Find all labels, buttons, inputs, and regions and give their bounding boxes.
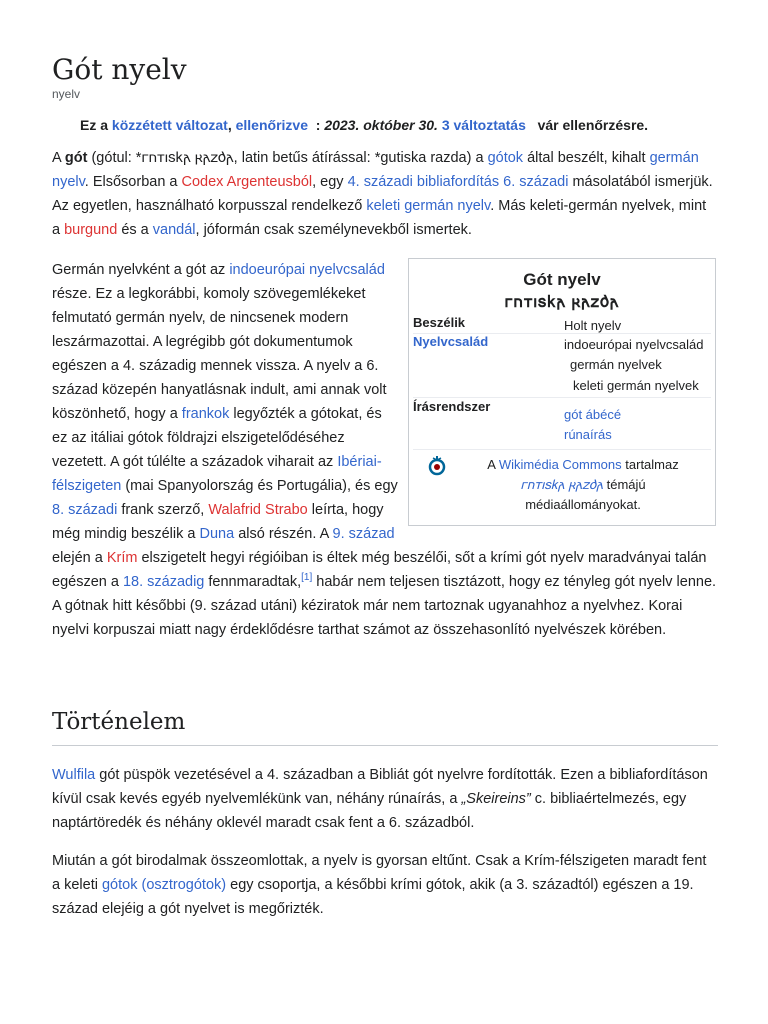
text: része. Ez a legkorábbi, komoly szövegemlékeket felmutató germán nyelv, de nincsenek modern leszármazottai. A legrégibb gót dokumentumok egészen a 4. századig mennek vissza. A nyelv a 6. század közepén hanyatlásnak indult, ami annak volt köszönhető, hogy a [52, 286, 387, 422]
text: gót püspök vezetésével a 4. században a Bibliát gót nyelvre fordították. Ezen a bibliafordításon kívül csak kevés egyéb nyelvemlékünk van, néhány rúnaírás, a [52, 767, 708, 807]
text: A [487, 457, 499, 472]
page-title: Gót nyelv [52, 53, 187, 86]
link-keleti-german[interactable]: keleti germán nyelv [366, 198, 491, 214]
infobox-value: Holt nyelv [564, 318, 622, 333]
link-9-szazad[interactable]: 9. század [332, 526, 395, 542]
link-german-nyelv[interactable]: germán nyelv [52, 150, 699, 190]
notice-suffix: vár ellenőrzésre. [537, 117, 649, 133]
text: és a [117, 222, 153, 238]
text: frank szerző, [117, 502, 209, 518]
link-burgund[interactable]: burgund [64, 222, 118, 238]
infobox-key: Írásrendszer [413, 399, 491, 414]
infobox-value-1: indoeurópai nyelvcsalád [564, 337, 704, 352]
link-vandal[interactable]: vandál [152, 222, 196, 238]
link-codex-argenteus[interactable]: Codex Argenteusból [181, 174, 313, 190]
infobox-link-got-abece[interactable]: gót ábécé [564, 407, 622, 422]
published-version-link[interactable]: közzétett változat [111, 117, 228, 133]
text: Miután a gót birodalmak összeomlottak, a nyelv is gyorsan eltűnt. Csak a Krím-félszigeten maradt fent a keleti [52, 853, 707, 893]
text: c. bibliaértelmezés, egy naptártöredék és néhány oklevél maradt csak fent a 6. századból. [52, 791, 687, 831]
notice-comma: , [227, 117, 232, 133]
review-notice [80, 117, 648, 133]
link-iberiai-felsziget[interactable]: Ibériai-félszigeten [52, 454, 382, 494]
infobox-link-runairas[interactable]: rúnaírás [564, 427, 612, 442]
text: leírta, hogy még mindig beszélik a [52, 502, 384, 542]
infobox-title: Gót nyelv [523, 270, 601, 289]
text: . Más keleti-germán nyelvek, mint a [52, 198, 707, 238]
text: által beszélt, kihalt [523, 150, 650, 166]
divider [413, 397, 711, 398]
link-4-szazadi[interactable]: 4. századi bibliafordítás [347, 174, 500, 190]
checked-link[interactable]: ellenőrizve [235, 117, 308, 133]
text: A [52, 150, 65, 166]
infobox-native-name: 𐌲𐌿𐍄𐌹𐍃𐌺𐌰 𐍂𐌰𐌶𐌳𐌰 [504, 294, 620, 311]
text: , egy [312, 174, 348, 190]
link-8-szazadi[interactable]: 8. századi [52, 502, 118, 518]
link-18-szazadig[interactable]: 18. századig [122, 574, 205, 590]
commons-link[interactable]: Wikimédia Commons [498, 457, 622, 472]
infobox-value-3: keleti germán nyelvek [573, 378, 699, 393]
infobox-key: Beszélik [413, 315, 466, 330]
changes-link[interactable]: 3 változtatás [441, 117, 526, 133]
link-gotok[interactable]: gótok [487, 150, 524, 166]
text: Germán nyelvként a gót az [52, 262, 230, 278]
divider [413, 449, 711, 450]
text: médiaállományokat. [525, 497, 641, 512]
intro-paragraph [52, 146, 718, 242]
text: fennmaradtak, [204, 574, 302, 590]
history-paragraph-2 [52, 849, 718, 921]
text: habár nem teljesen tisztázott, hogy ez tényleg gót nyelv lenne. A gótnak hitt későbbi (9. század utáni) kéziratok már nem tartoznak ugyanahhoz a nyelvhez. Korai nyelvi korpuszai miatt nagy érdeklődésre tarthat számot az összehasonlító nyelvészek körében. [52, 574, 717, 638]
link-walafrid-strabo[interactable]: Walafrid Strabo [208, 502, 308, 518]
bold-term: gót [64, 150, 88, 166]
page-subtitle: nyelv [52, 87, 81, 101]
text: témájú [603, 477, 646, 492]
notice-prefix: Ez a [80, 117, 109, 133]
link-krim[interactable]: Krím [106, 550, 138, 566]
link-osztrogotok[interactable]: gótok (osztrogótok) [101, 877, 227, 893]
text: legyőzték a gótokat, és ez az itáliai gótok földrajzi elszigetelődéséhez vezetett. A gót túlélte a századok viharait az [52, 406, 382, 470]
history-paragraph-1 [52, 763, 718, 835]
link-indoeuropai[interactable]: indoeurópai nyelvcsalád [229, 262, 385, 278]
text: (mai Spanyolország és Portugália), és egy [121, 478, 398, 494]
link-6-szazadi[interactable]: 6. századi [503, 174, 569, 190]
text: tartalmaz [621, 457, 679, 472]
skeireins-title: „Skeireins” [461, 791, 531, 807]
link-wulfila[interactable]: Wulfila [52, 767, 96, 783]
notice-date: 2023. október 30. [324, 117, 438, 133]
text: másolatából ismerjük. Az egyetlen, használható korpusszal rendelkező [52, 174, 713, 214]
text: (gótul: *𐌲𐌿𐍄𐌹𐍃𐌺𐌰 𐍂𐌰𐌶𐌳𐌰, latin betűs átírással: *gutiska razda) a [87, 150, 488, 166]
infobox-key-link[interactable]: Nyelvcsalád [413, 334, 489, 349]
text: elején a [52, 550, 107, 566]
reference-link[interactable]: [1] [301, 572, 313, 584]
commons-native-link[interactable]: 𐌲𐌿𐍄𐌹𐍃𐌺𐌰 𐍂𐌰𐌶𐌳𐌰 [520, 477, 604, 492]
notice-colon: : [315, 117, 321, 133]
text: egy csoportja, a későbbi krími gótok, akik (a 3. századtól) egészen a 19. század elejéig a gót nyelvet is megőrizték. [52, 877, 694, 917]
wikimedia-commons-icon [427, 455, 447, 477]
text: elszigetelt hegyi régióiban is éltek még beszélői, sőt a krími gót nyelv maradványai talán egészen a [52, 550, 707, 590]
text: , jóformán csak személynevekből ismertek. [195, 222, 472, 238]
text: alsó részén. A [234, 526, 333, 542]
commons-text [463, 455, 703, 515]
text: . Elsősorban a [84, 174, 182, 190]
link-duna[interactable]: Duna [199, 526, 235, 542]
section-heading-history: Történelem [52, 709, 718, 746]
infobox [408, 258, 716, 526]
link-frankok[interactable]: frankok [181, 406, 230, 422]
infobox-value-2: germán nyelvek [570, 357, 662, 372]
